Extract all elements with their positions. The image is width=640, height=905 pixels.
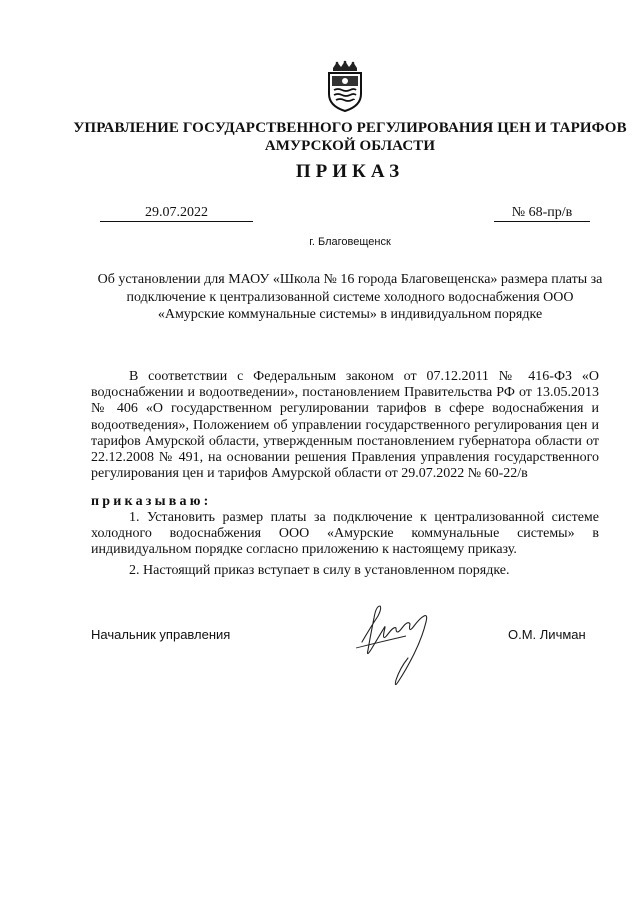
order-subject: Об установлении для МАОУ «Школа № 16 города Благовещенска» размера платы за подключение к централизованной системе холодного водоснабжения ООО «Амурские коммунальные системы» в индивидуальном порядке: [97, 272, 603, 322]
order-city: г. Благовещенск: [309, 236, 391, 248]
order-directive-word: приказываю:: [91, 494, 212, 509]
order-item-1: 1. Установить размер платы за подключение к централизованной системе холодного водоснабжения ООО «Амурские коммунальные системы» в индивидуальном порядке согласно приложению к настоящему приказу.: [91, 510, 599, 558]
signatory-title: Начальник управления: [91, 627, 231, 642]
order-number: № 68-пр/в: [494, 204, 590, 222]
document-type-title: ПРИКАЗ: [295, 161, 405, 182]
order-date: 29.07.2022: [100, 204, 253, 222]
organization-title: УПРАВЛЕНИЕ ГОСУДАРСТВЕННОГО РЕГУЛИРОВАНИЯ ЦЕН И ТАРИФОВ АМУРСКОЙ ОБЛАСТИ: [73, 120, 627, 154]
preamble-paragraph: В соответствии с Федеральным законом от 07.12.2011 № 416-ФЗ «О водоснабжении и водоотведении», постановлением Правительства РФ от 13.05.2013 № 406 «О государственном регулировании тарифов в сфере водоснабжения и водоотведения», Положением об управлении государственного регулирования цен и тарифов Амурской области, утвержденным постановлением губернатора области от 22.12.2008 № 491, на основании решения Правления управления государственного регулирования цен и тарифов Амурской области от 29.07.2022 № 60-22/в: [91, 369, 599, 482]
coat-of-arms-icon: [323, 60, 367, 112]
handwritten-signature-icon: [350, 598, 445, 690]
signatory-name: О.М. Личман: [508, 627, 586, 642]
order-item-2: 2. Настоящий приказ вступает в силу в установленном порядке.: [129, 563, 510, 578]
